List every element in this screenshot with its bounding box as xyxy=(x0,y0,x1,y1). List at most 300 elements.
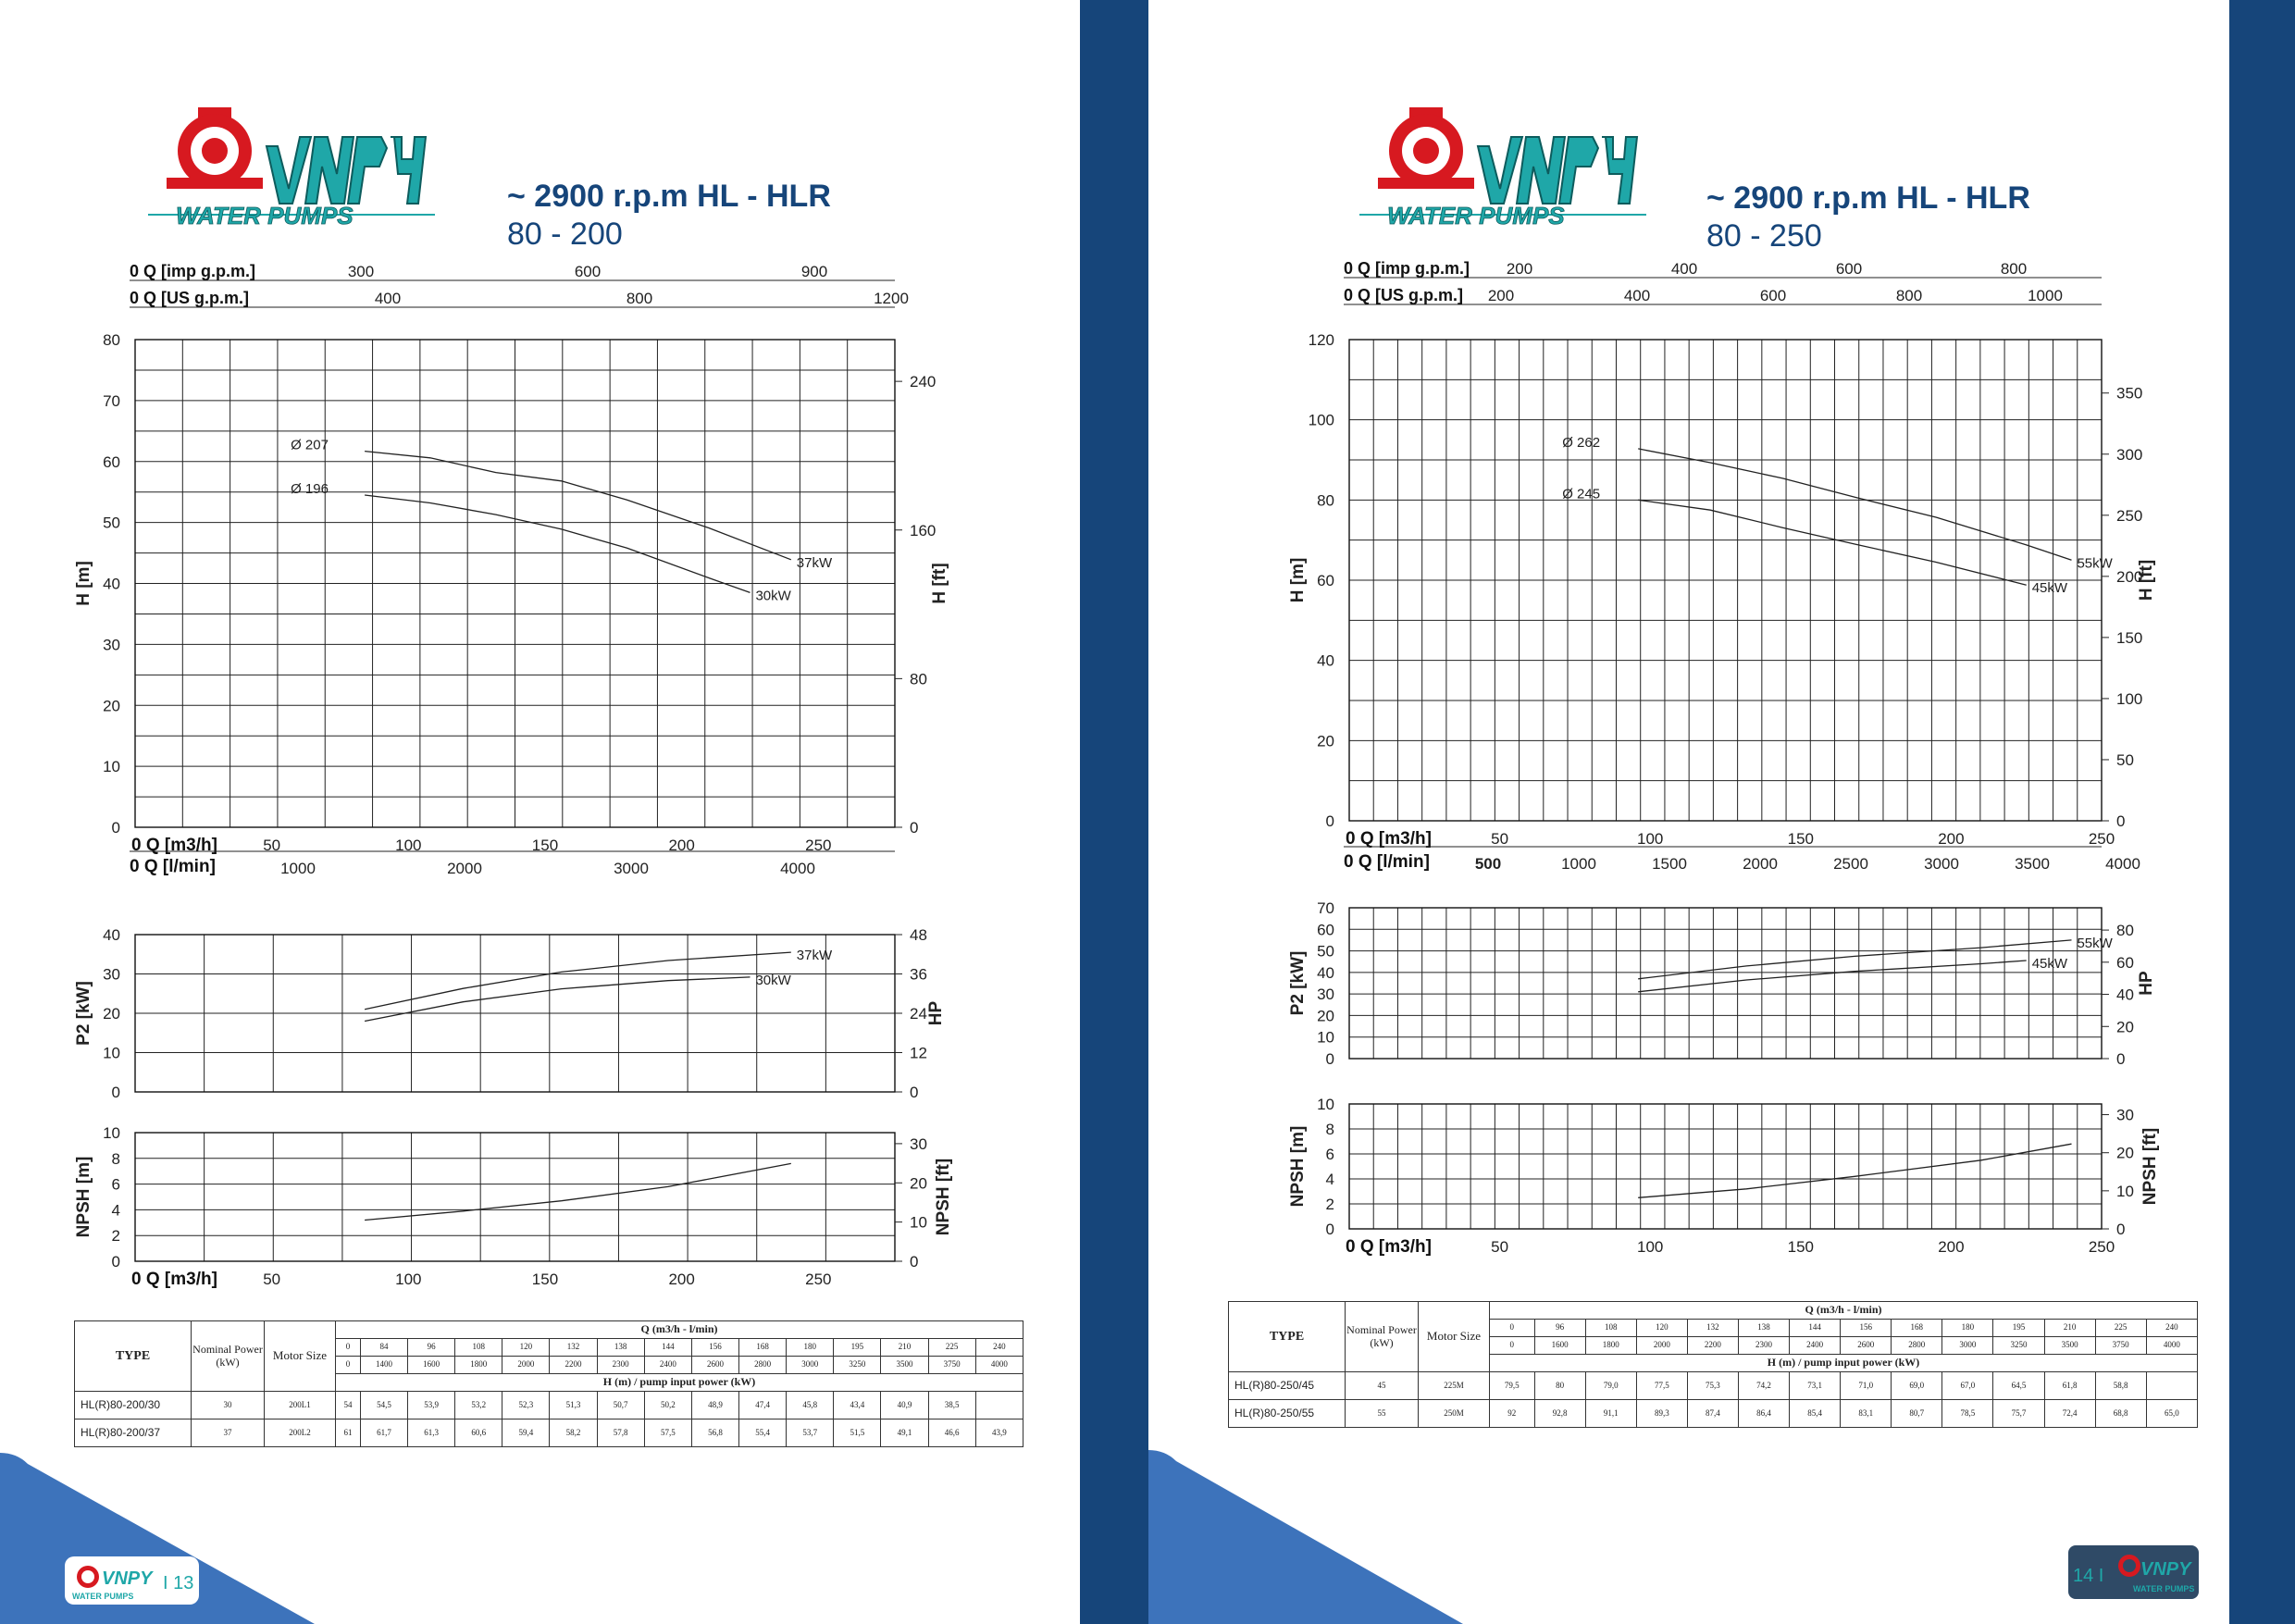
q-m3h-cell: 108 xyxy=(1585,1320,1636,1337)
q-m3h-cell: 96 xyxy=(408,1339,455,1357)
q-m3h-cell: 240 xyxy=(975,1339,1023,1357)
row-value-cell: 75,7 xyxy=(1993,1400,2044,1428)
q-lmin-cell: 2000 xyxy=(502,1357,550,1374)
row-value-cell: 71,0 xyxy=(1841,1372,1892,1400)
footer-logo-subtext: WATER PUMPS xyxy=(2133,1584,2195,1593)
y-right-tick-label: 200 xyxy=(2116,567,2143,586)
y-right-axis-label: HP xyxy=(2137,971,2156,996)
y-tick-label: 6 xyxy=(111,1175,120,1194)
q-m3h-cell: 0 xyxy=(336,1339,361,1357)
row-value-cell: 49,1 xyxy=(881,1419,928,1447)
bottom-axis2-tick-label: 4000 xyxy=(780,860,815,877)
y-right-tick-label: 60 xyxy=(2116,953,2134,972)
row-value-cell: 68,8 xyxy=(2095,1400,2146,1428)
x-tick-label: 50 xyxy=(263,837,281,854)
q-lmin-cell: 2800 xyxy=(1892,1337,1942,1355)
q-lmin-cell: 1400 xyxy=(360,1357,407,1374)
row-value-cell: 59,4 xyxy=(502,1419,550,1447)
top-axis-tick-label: 900 xyxy=(800,263,828,280)
q-m3h-cell: 132 xyxy=(1687,1320,1738,1337)
y-tick-label: 20 xyxy=(1317,1007,1334,1025)
q-lmin-cell: 3750 xyxy=(928,1357,975,1374)
y-right-tick-label: 0 xyxy=(2116,1050,2126,1068)
top-axis-tick-label: 200 xyxy=(1487,287,1515,304)
q-lmin-cell: 1600 xyxy=(408,1357,455,1374)
model-title: 80 - 250 xyxy=(1706,218,1822,254)
q-lmin-cell: 2400 xyxy=(644,1357,691,1374)
top-axis-tick-label: 600 xyxy=(574,263,602,280)
y-right-tick-label: 10 xyxy=(910,1213,927,1232)
q-m3h-cell: 240 xyxy=(2146,1320,2197,1337)
motor-header: Motor Size xyxy=(265,1321,336,1392)
y-right-tick-label: 36 xyxy=(910,965,927,984)
row-value-cell: 65,0 xyxy=(2146,1400,2197,1428)
row-power-cell: 55 xyxy=(1346,1400,1419,1428)
y-tick-label: 4 xyxy=(1325,1171,1334,1188)
right-npsh-chart xyxy=(1288,1096,2160,1257)
x-tick-label: 150 xyxy=(531,837,559,854)
y-right-tick-label: 100 xyxy=(2116,689,2143,708)
y-right-tick-label: 150 xyxy=(2116,628,2143,647)
q-lmin-cell: 2300 xyxy=(597,1357,644,1374)
row-value-cell: 85,4 xyxy=(1790,1400,1841,1428)
q-m3h-cell: 120 xyxy=(502,1339,550,1357)
svg-text:WATER PUMPS: WATER PUMPS xyxy=(1387,202,1565,229)
row-value-cell: 54 xyxy=(336,1392,361,1419)
q-lmin-cell: 2000 xyxy=(1636,1337,1687,1355)
row-type-cell: HL(R)80-250/45 xyxy=(1229,1372,1346,1400)
q-m3h-cell: 225 xyxy=(2095,1320,2146,1337)
y-tick-label: 10 xyxy=(1317,1028,1334,1047)
series-end-label: 55kW xyxy=(2077,935,2113,951)
x-tick-label: 200 xyxy=(1938,1238,1965,1256)
q-m3h-cell: 180 xyxy=(1942,1320,1993,1337)
y-right-tick-label: 20 xyxy=(2116,1144,2134,1162)
q-lmin-cell: 3000 xyxy=(787,1357,834,1374)
y-axis-label: NPSH [m] xyxy=(1288,1125,1308,1208)
row-value-cell: 55,4 xyxy=(739,1419,787,1447)
q-lmin-cell: 1600 xyxy=(1534,1337,1585,1355)
row-value-cell: 61,7 xyxy=(360,1419,407,1447)
row-value-cell: 87,4 xyxy=(1687,1400,1738,1428)
h-header: H (m) / pump input power (kW) xyxy=(336,1374,1023,1392)
q-m3h-cell: 132 xyxy=(550,1339,597,1357)
series-name-label: Ø 262 xyxy=(1562,434,1601,451)
spec-table xyxy=(74,1320,1023,1447)
row-value-cell: 38,5 xyxy=(928,1392,975,1419)
q-m3h-cell: 168 xyxy=(739,1339,787,1357)
q-lmin-cell: 4000 xyxy=(975,1357,1023,1374)
x-tick-label: 250 xyxy=(2088,1238,2115,1256)
y-tick-label: 10 xyxy=(103,1124,120,1142)
footer-logo-text: VNPY xyxy=(102,1568,153,1589)
row-value-cell: 40,9 xyxy=(881,1392,928,1419)
x-tick-label: 50 xyxy=(1491,830,1509,848)
plot-frame xyxy=(1349,1104,2102,1229)
series-end-label: 37kW xyxy=(796,554,833,571)
y-tick-label: 0 xyxy=(111,1253,120,1271)
y-right-axis-label: H [ft] xyxy=(2137,559,2156,601)
y-right-tick-label: 24 xyxy=(910,1005,927,1023)
top-axis-tick-label: 800 xyxy=(626,290,653,307)
row-motor-cell: 250M xyxy=(1419,1400,1490,1428)
footer-logo-subtext: WATER PUMPS xyxy=(72,1592,134,1601)
top-axis-tick-label: 400 xyxy=(1623,287,1651,304)
series-line xyxy=(365,952,791,1010)
row-value-cell: 74,2 xyxy=(1738,1372,1789,1400)
y-tick-label: 50 xyxy=(103,514,120,532)
row-value-cell: 54,5 xyxy=(360,1392,407,1419)
table-row xyxy=(1229,1372,2198,1400)
row-value-cell: 77,5 xyxy=(1636,1372,1687,1400)
y-right-axis-label: NPSH [ft] xyxy=(2140,1127,2160,1206)
row-value-cell: 53,9 xyxy=(408,1392,455,1419)
left-charts-area xyxy=(0,259,1080,1314)
row-value-cell: 43,9 xyxy=(975,1419,1023,1447)
series-line xyxy=(1638,961,2027,992)
center-stripe xyxy=(1080,0,1148,1624)
row-value-cell: 52,3 xyxy=(502,1392,550,1419)
q-m3h-cell: 156 xyxy=(691,1339,738,1357)
q-lmin-cell: 2600 xyxy=(691,1357,738,1374)
q-m3h-cell: 210 xyxy=(2044,1320,2095,1337)
q-m3h-cell: 225 xyxy=(928,1339,975,1357)
q-lmin-cell: 1800 xyxy=(1585,1337,1636,1355)
bottom-axis2-tick-label: 3500 xyxy=(2015,855,2050,873)
row-value-cell: 48,9 xyxy=(691,1392,738,1419)
series-name-label: Ø 207 xyxy=(291,437,329,453)
series-line xyxy=(365,977,750,1022)
logo-letters-icon xyxy=(267,137,426,204)
row-value-cell: 46,6 xyxy=(928,1419,975,1447)
y-right-tick-label: 80 xyxy=(2116,922,2134,940)
footer-logo-text: VNPY xyxy=(2140,1559,2191,1580)
top-axis-tick-label: 300 xyxy=(347,263,375,280)
right-head-chart xyxy=(1288,259,2156,873)
top-axis-tick-label: 600 xyxy=(1759,287,1787,304)
series-end-label: 30kW xyxy=(755,972,791,988)
x-tick-label: 200 xyxy=(668,1271,695,1288)
row-value-cell: 45,8 xyxy=(787,1392,834,1419)
x-tick-label: 200 xyxy=(1938,830,1965,848)
top-axis-label: 0 Q [US g.p.m.] xyxy=(130,289,250,307)
y-tick-label: 50 xyxy=(1317,942,1334,961)
y-tick-label: 60 xyxy=(1317,921,1334,939)
x-tick-label: 100 xyxy=(395,837,422,854)
row-type-cell: HL(R)80-200/30 xyxy=(75,1392,192,1419)
table-row xyxy=(75,1392,1023,1419)
x-tick-label: 150 xyxy=(1787,830,1814,848)
row-value-cell: 91,1 xyxy=(1585,1400,1636,1428)
y-tick-label: 10 xyxy=(103,758,120,776)
row-value-cell xyxy=(2146,1372,2197,1400)
q-m3h-cell: 144 xyxy=(1790,1320,1841,1337)
y-axis-label: NPSH [m] xyxy=(74,1156,93,1238)
row-value-cell: 57,5 xyxy=(644,1419,691,1447)
q-lmin-cell: 0 xyxy=(336,1357,361,1374)
y-tick-label: 70 xyxy=(103,391,120,410)
q-m3h-cell: 108 xyxy=(455,1339,502,1357)
y-right-tick-label: 48 xyxy=(910,926,927,944)
y-tick-label: 40 xyxy=(1317,963,1334,982)
row-value-cell: 47,4 xyxy=(739,1392,787,1419)
page-number: I 13 xyxy=(163,1573,194,1593)
q-m3h-cell: 180 xyxy=(787,1339,834,1357)
y-tick-label: 4 xyxy=(111,1201,120,1220)
y-tick-label: 2 xyxy=(111,1227,120,1246)
row-value-cell: 60,6 xyxy=(455,1419,502,1447)
x-tick-label: 100 xyxy=(395,1271,422,1288)
row-value-cell: 51,5 xyxy=(834,1419,881,1447)
row-motor-cell: 200L2 xyxy=(265,1419,336,1447)
top-axis-label: 0 Q [US g.p.m.] xyxy=(1344,286,1464,304)
brand-logo xyxy=(1350,100,1656,229)
right-charts-area xyxy=(1148,259,2229,1305)
y-axis-label: H [m] xyxy=(74,561,93,606)
row-motor-cell: 200L1 xyxy=(265,1392,336,1419)
row-value-cell: 50,7 xyxy=(597,1392,644,1419)
row-value-cell: 58,2 xyxy=(550,1419,597,1447)
q-lmin-cell: 3500 xyxy=(2044,1337,2095,1355)
model-title: 80 - 200 xyxy=(507,217,623,252)
motor-header: Motor Size xyxy=(1419,1302,1490,1372)
q-lmin-cell: 2800 xyxy=(739,1357,787,1374)
q-lmin-cell: 4000 xyxy=(2146,1337,2197,1355)
row-value-cell: 67,0 xyxy=(1942,1372,1993,1400)
plot-frame xyxy=(1349,908,2102,1059)
q-m3h-cell: 195 xyxy=(1993,1320,2044,1337)
y-tick-label: 6 xyxy=(1325,1146,1334,1163)
x-axis-label: 0 Q [m3/h] xyxy=(131,1270,217,1289)
row-value-cell: 53,7 xyxy=(787,1419,834,1447)
bottom-axis2-tick-label: 1000 xyxy=(1561,855,1596,873)
x-tick-label: 250 xyxy=(805,1271,832,1288)
type-header: TYPE xyxy=(75,1321,192,1392)
bottom-axis2-tick-label: 4000 xyxy=(2105,855,2140,873)
q-m3h-cell: 84 xyxy=(360,1339,407,1357)
y-right-tick-label: 0 xyxy=(910,819,919,837)
q-lmin-cell: 2400 xyxy=(1790,1337,1841,1355)
row-value-cell: 92,8 xyxy=(1534,1400,1585,1428)
y-right-tick-label: 20 xyxy=(2116,1018,2134,1036)
top-axis-tick-label: 400 xyxy=(374,290,402,307)
y-tick-label: 40 xyxy=(103,926,120,944)
x-tick-label: 150 xyxy=(1787,1238,1814,1256)
y-right-tick-label: 20 xyxy=(910,1174,927,1193)
bottom-axis2-tick-label: 1000 xyxy=(280,860,316,877)
y-right-tick-label: 0 xyxy=(2116,1221,2126,1238)
y-tick-label: 8 xyxy=(1325,1121,1334,1138)
y-right-tick-label: 50 xyxy=(2116,750,2134,769)
y-right-tick-label: 240 xyxy=(910,373,937,391)
y-tick-label: 0 xyxy=(111,1084,120,1101)
x-tick-label: 100 xyxy=(1637,830,1664,848)
y-tick-label: 40 xyxy=(103,575,120,593)
table-row xyxy=(75,1419,1023,1447)
right-edge-stripe xyxy=(2229,0,2295,1624)
top-axis-tick-label: 800 xyxy=(2000,260,2028,278)
row-value-cell: 43,4 xyxy=(834,1392,881,1419)
y-tick-label: 2 xyxy=(1325,1196,1334,1213)
pump-logo-icon xyxy=(167,107,263,189)
brand-logo xyxy=(139,100,444,229)
q-lmin-cell: 3250 xyxy=(834,1357,881,1374)
page-title: ~ 2900 r.p.m HL - HLR xyxy=(1706,180,2030,216)
series-name-label: Ø 196 xyxy=(291,480,329,497)
q-m3h-cell: 195 xyxy=(834,1339,881,1357)
series-end-label: 30kW xyxy=(755,588,791,604)
row-power-cell: 30 xyxy=(192,1392,265,1419)
row-value-cell: 92 xyxy=(1490,1400,1535,1428)
x-tick-label: 150 xyxy=(531,1271,559,1288)
q-lmin-cell: 1800 xyxy=(455,1357,502,1374)
plot-frame xyxy=(135,1133,895,1261)
series-line xyxy=(1638,500,2027,585)
q-lmin-cell: 2600 xyxy=(1841,1337,1892,1355)
series-line xyxy=(365,1163,791,1220)
spec-table xyxy=(1228,1301,2198,1428)
x-axis-label: 0 Q [m3/h] xyxy=(131,836,217,855)
row-power-cell: 37 xyxy=(192,1419,265,1447)
series-end-label: 37kW xyxy=(796,948,833,964)
q-lmin-cell: 2300 xyxy=(1738,1337,1789,1355)
y-right-tick-label: 10 xyxy=(2116,1182,2134,1200)
y-tick-label: 30 xyxy=(1317,986,1334,1004)
y-tick-label: 80 xyxy=(103,331,120,349)
page-number: 14 I xyxy=(2073,1566,2104,1586)
y-tick-label: 30 xyxy=(103,636,120,654)
row-value-cell: 69,0 xyxy=(1892,1372,1942,1400)
bottom-axis2-tick-label: 3000 xyxy=(614,860,649,877)
y-axis-label: P2 [kW] xyxy=(1288,950,1308,1016)
y-right-tick-label: 0 xyxy=(2116,812,2126,830)
q-m3h-cell: 210 xyxy=(881,1339,928,1357)
y-right-tick-label: 30 xyxy=(2116,1106,2134,1124)
row-value-cell: 78,5 xyxy=(1942,1400,1993,1428)
series-line xyxy=(1638,449,2071,560)
y-right-tick-label: 350 xyxy=(2116,384,2143,403)
y-right-tick-label: 250 xyxy=(2116,506,2143,525)
row-type-cell: HL(R)80-250/55 xyxy=(1229,1400,1346,1428)
top-axis-tick-label: 1000 xyxy=(2028,287,2063,304)
y-right-axis-label: NPSH [ft] xyxy=(934,1158,953,1236)
q-m3h-cell: 156 xyxy=(1841,1320,1892,1337)
y-tick-label: 10 xyxy=(1317,1096,1334,1113)
q-header: Q (m3/h - l/min) xyxy=(1490,1302,2198,1320)
row-value-cell: 61,3 xyxy=(408,1419,455,1447)
x-tick-label: 250 xyxy=(2088,830,2115,848)
y-tick-label: 20 xyxy=(103,697,120,715)
row-value-cell: 58,8 xyxy=(2095,1372,2146,1400)
power-header: Nominal Power (kW) xyxy=(1346,1302,1419,1372)
left-npsh-chart xyxy=(74,1124,953,1289)
bottom-axis2-tick-label: 1500 xyxy=(1652,855,1687,873)
y-axis-label: P2 [kW] xyxy=(74,981,93,1046)
page-title: ~ 2900 r.p.m HL - HLR xyxy=(507,179,831,214)
h-header: H (m) / pump input power (kW) xyxy=(1490,1355,2198,1372)
series-line xyxy=(1638,1144,2071,1197)
y-tick-label: 8 xyxy=(111,1149,120,1168)
row-value-cell: 89,3 xyxy=(1636,1400,1687,1428)
series-end-label: 45kW xyxy=(2031,956,2068,973)
row-value-cell: 61,8 xyxy=(2044,1372,2095,1400)
top-axis-label: 0 Q [imp g.p.m.] xyxy=(1344,259,1470,278)
y-right-tick-label: 40 xyxy=(2116,986,2134,1004)
row-value-cell: 72,4 xyxy=(2044,1400,2095,1428)
q-lmin-cell: 3250 xyxy=(1993,1337,2044,1355)
q-m3h-cell: 144 xyxy=(644,1339,691,1357)
bottom-axis2-tick-label: 2000 xyxy=(1743,855,1778,873)
q-lmin-cell: 3000 xyxy=(1942,1337,1993,1355)
right-power-chart xyxy=(1288,899,2156,1068)
top-axis-tick-label: 600 xyxy=(1835,260,1863,278)
y-tick-label: 100 xyxy=(1308,411,1334,429)
top-axis-label: 0 Q [imp g.p.m.] xyxy=(130,262,256,280)
x-axis-label: 0 Q [m3/h] xyxy=(1346,1237,1432,1257)
q-lmin-cell: 2200 xyxy=(550,1357,597,1374)
type-header: TYPE xyxy=(1229,1302,1346,1372)
q-lmin-cell: 3750 xyxy=(2095,1337,2146,1355)
q-lmin-cell: 0 xyxy=(1490,1337,1535,1355)
right-page xyxy=(1148,0,2229,1624)
top-axis-tick-label: 800 xyxy=(1895,287,1923,304)
y-tick-label: 70 xyxy=(1317,899,1334,917)
row-value-cell: 80 xyxy=(1534,1372,1585,1400)
series-line xyxy=(365,495,750,592)
left-head-chart xyxy=(74,262,949,877)
x-axis-label: 0 Q [m3/h] xyxy=(1346,829,1432,849)
row-value-cell: 79,5 xyxy=(1490,1372,1535,1400)
y-tick-label: 0 xyxy=(111,819,120,837)
bottom-axis2-label: 0 Q [l/min] xyxy=(1344,852,1430,872)
q-lmin-cell: 2200 xyxy=(1687,1337,1738,1355)
bottom-axis2-tick-label: 500 xyxy=(1474,855,1502,873)
row-value-cell: 79,0 xyxy=(1585,1372,1636,1400)
x-tick-label: 100 xyxy=(1637,1238,1664,1256)
q-m3h-cell: 120 xyxy=(1636,1320,1687,1337)
q-header: Q (m3/h - l/min) xyxy=(336,1321,1023,1339)
y-right-tick-label: 0 xyxy=(910,1084,919,1101)
q-m3h-cell: 0 xyxy=(1490,1320,1535,1337)
row-value-cell: 64,5 xyxy=(1993,1372,2044,1400)
y-tick-label: 40 xyxy=(1317,651,1334,670)
series-line xyxy=(365,452,791,560)
y-right-tick-label: 12 xyxy=(910,1044,927,1062)
y-right-tick-label: 0 xyxy=(910,1253,919,1271)
left-page xyxy=(0,0,1080,1624)
table-row xyxy=(1229,1400,2198,1428)
q-m3h-cell: 138 xyxy=(597,1339,644,1357)
logo-letters-icon xyxy=(1478,137,1637,204)
y-right-tick-label: 80 xyxy=(910,670,927,688)
y-tick-label: 80 xyxy=(1317,491,1334,510)
row-motor-cell: 225M xyxy=(1419,1372,1490,1400)
pump-logo-icon xyxy=(1378,107,1474,189)
power-header: Nominal Power (kW) xyxy=(192,1321,265,1392)
row-value-cell: 61 xyxy=(336,1419,361,1447)
y-tick-label: 0 xyxy=(1325,1050,1334,1068)
y-tick-label: 60 xyxy=(1317,572,1334,589)
bottom-axis2-tick-label: 2000 xyxy=(447,860,482,877)
row-value-cell: 56,8 xyxy=(691,1419,738,1447)
left-power-chart xyxy=(74,926,946,1101)
y-tick-label: 20 xyxy=(103,1005,120,1023)
row-value-cell: 51,3 xyxy=(550,1392,597,1419)
y-axis-label: H [m] xyxy=(1288,557,1308,603)
bottom-axis2-label: 0 Q [l/min] xyxy=(130,857,216,876)
q-m3h-cell: 168 xyxy=(1892,1320,1942,1337)
q-m3h-cell: 96 xyxy=(1534,1320,1585,1337)
